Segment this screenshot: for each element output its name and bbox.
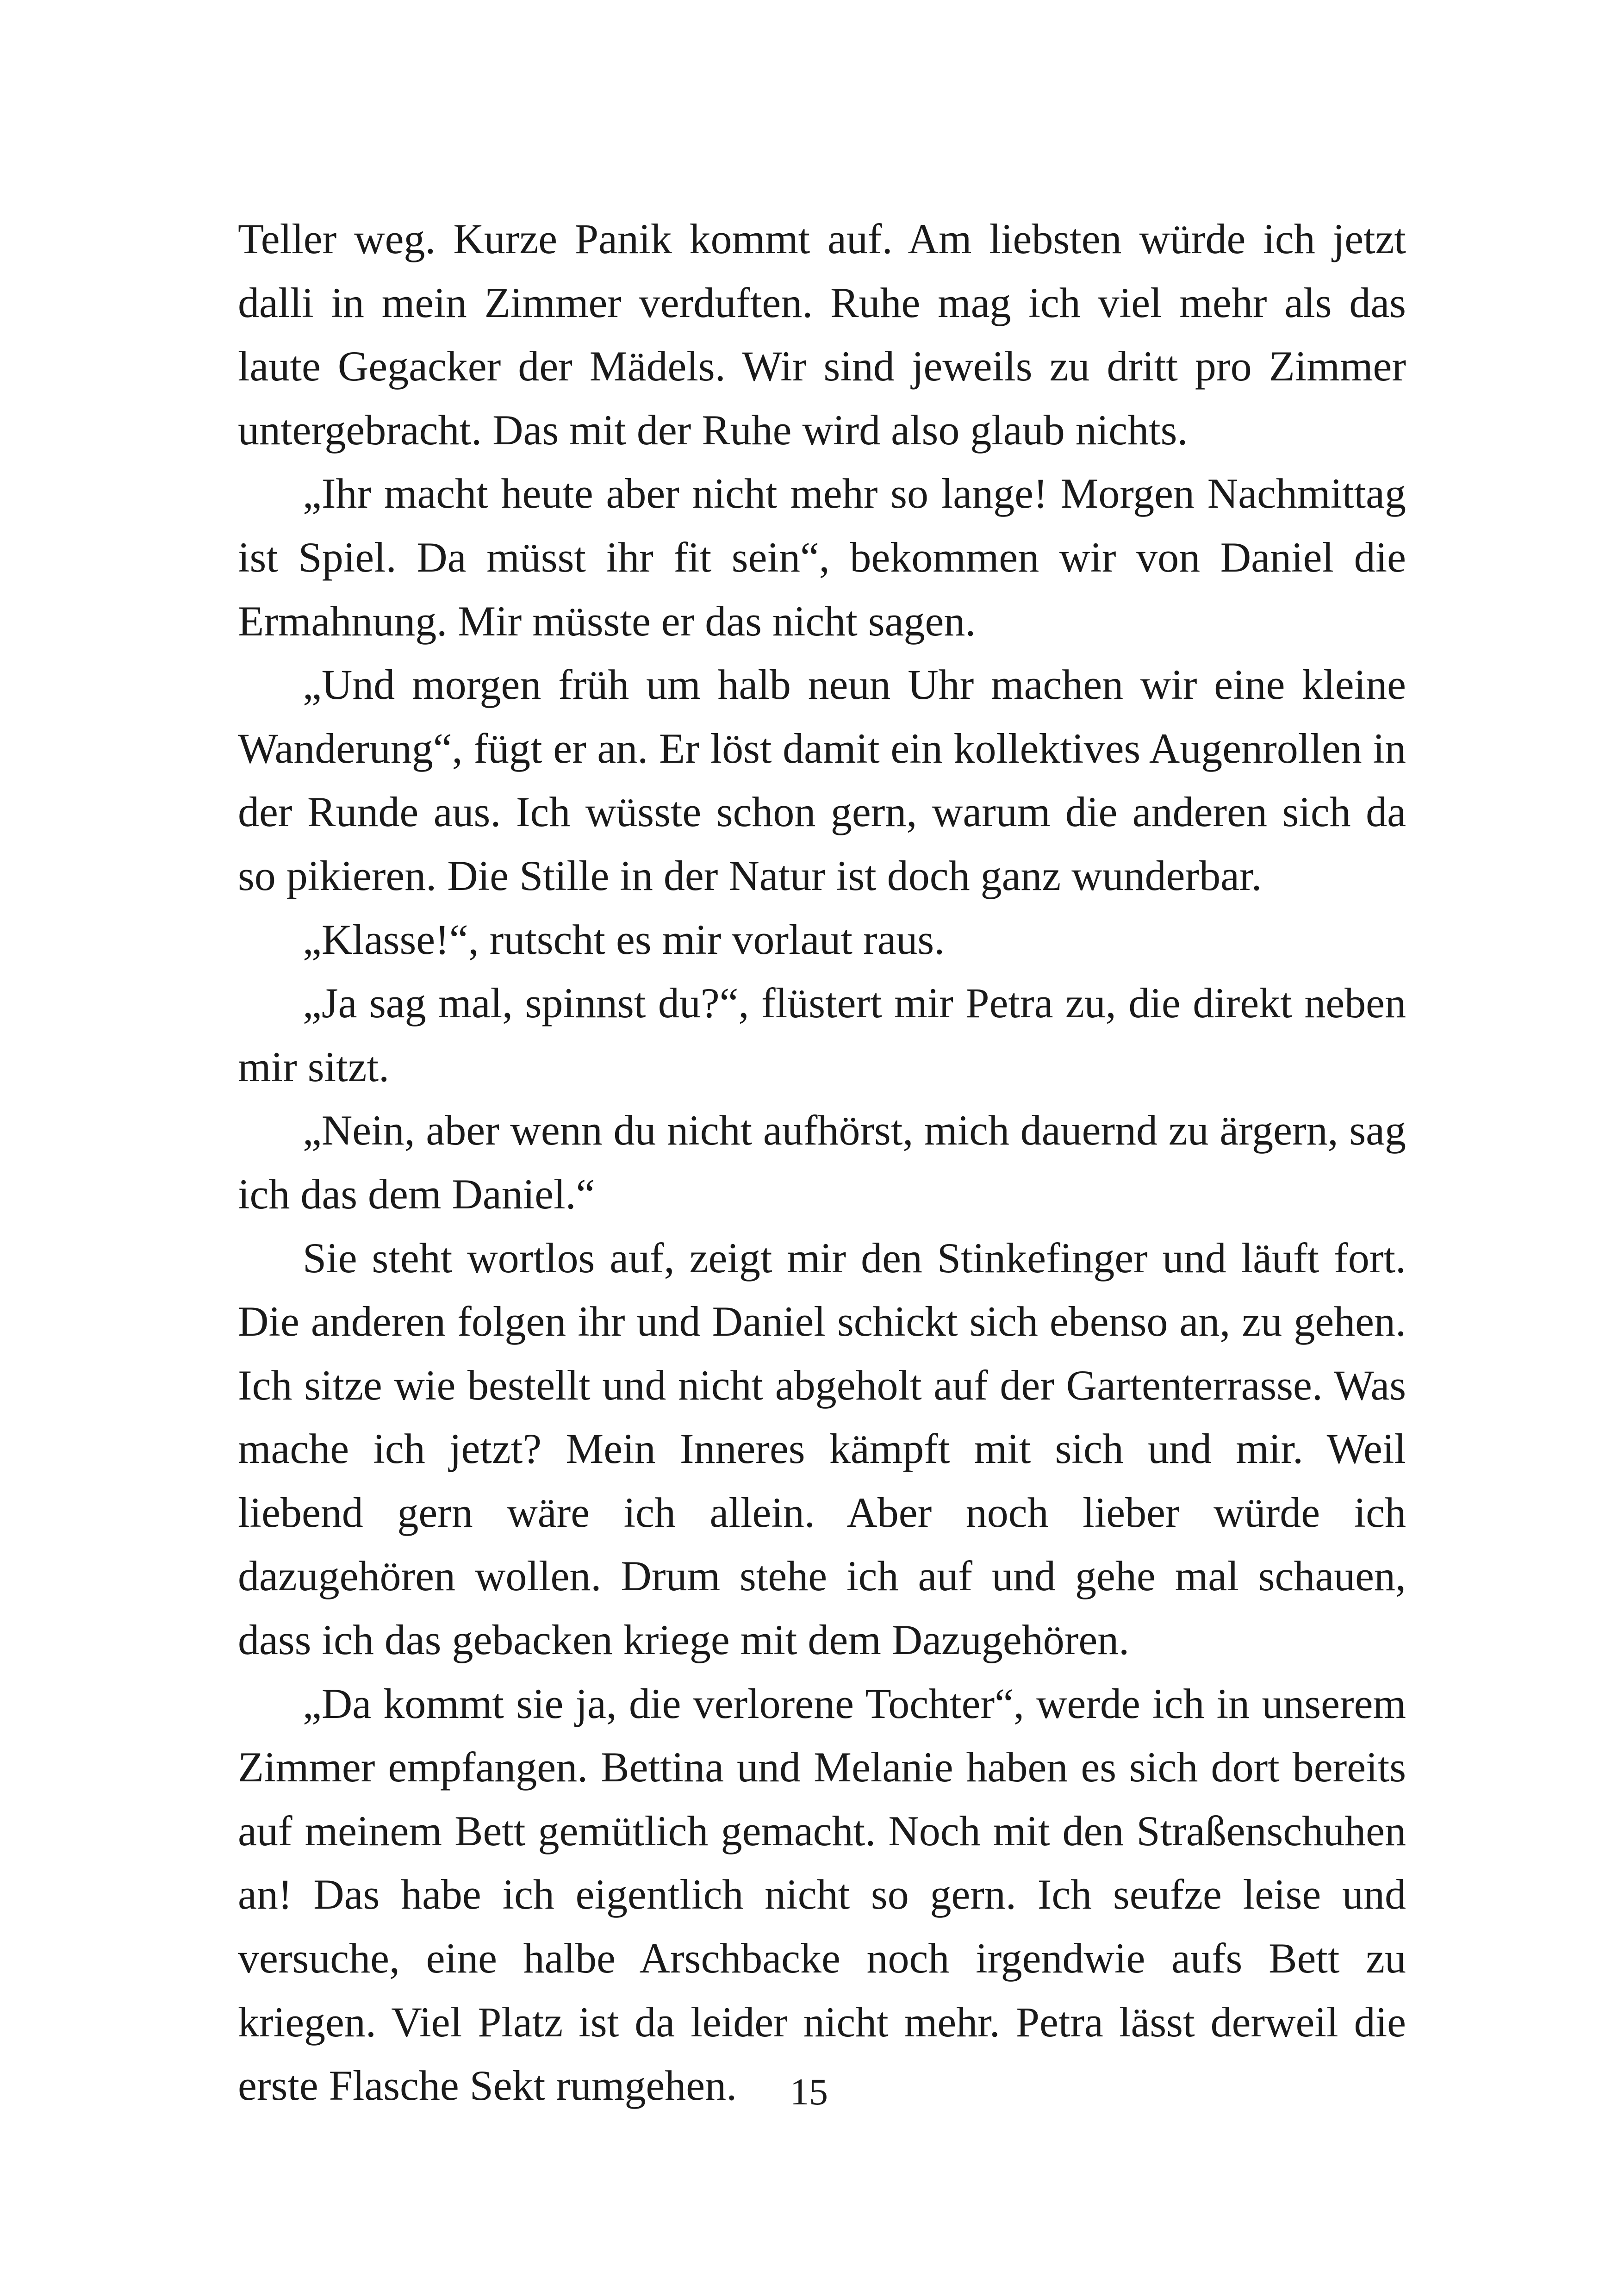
body-text <box>238 207 1406 2118</box>
paragraph-4: „Klasse!“, rutscht es mir vorlaut raus. <box>303 915 945 963</box>
paragraph-2: „Ihr macht heute aber nicht mehr so lange! Morgen Nachmittag ist Spiel. Da müsst ihr fit sein“, bekommen wir von Daniel die Ermahnung. Mir müsste er das nicht sagen. <box>238 470 1406 645</box>
paragraph-6: „Nein, aber wenn du nicht aufhörst, mich dauernd zu ärgern, sag ich das dem Daniel.“ <box>238 1107 1406 1218</box>
page-number: 15 <box>790 2071 828 2113</box>
paragraph-1: Teller weg. Kurze Panik kommt auf. Am liebsten würde ich jetzt dalli in mein Zimmer verduften. Ruhe mag ich viel mehr als das laute Gegacker der Mädels. Wir sind jeweils zu dritt pro Zimmer untergebracht. Das mit der Ruhe wird also glaub nichts. <box>238 215 1406 454</box>
paragraph-7: Sie steht wortlos auf, zeigt mir den Stinkefinger und läuft fort. Die anderen folgen ihr und Daniel schickt sich ebenso an, zu gehen. Ich sitze wie bestellt und nicht abgeholt auf der Gartenterrasse. Was mache ich jetzt? Mein Inneres kämpft mit sich und mir. Weil liebend gern wäre ich allein. Aber noch lieber würde ich dazugehören wollen. Drum stehe ich auf und gehe mal schauen, dass ich das gebacken kriege mit dem Dazugehören. <box>238 1234 1406 1664</box>
paragraph-3: „Und morgen früh um halb neun Uhr machen wir eine kleine Wanderung“, fügt er an. Er löst damit ein kollektives Augenrollen in der Runde aus. Ich wüsste schon gern, warum die anderen sich da so pikieren. Die Stille in der Natur ist doch ganz wunderbar. <box>238 661 1406 899</box>
paragraph-8: „Da kommt sie ja, die verlorene Tochter“, werde ich in unserem Zimmer empfangen. Bettina und Melanie haben es sich dort bereits auf meinem Bett gemütlich gemacht. Noch mit den Straßenschuhen an! Das habe ich eigentlich nicht so gern. Ich seufze leise und versuche, eine halbe Arschbacke noch irgendwie aufs Bett zu kriegen. Viel Platz ist da leider nicht mehr. Petra lässt derweil die erste Flasche Sekt rumgehen. <box>238 1680 1406 2109</box>
paragraph-5: „Ja sag mal, spinnst du?“, flüstert mir Petra zu, die direkt neben mir sitzt. <box>238 979 1406 1090</box>
